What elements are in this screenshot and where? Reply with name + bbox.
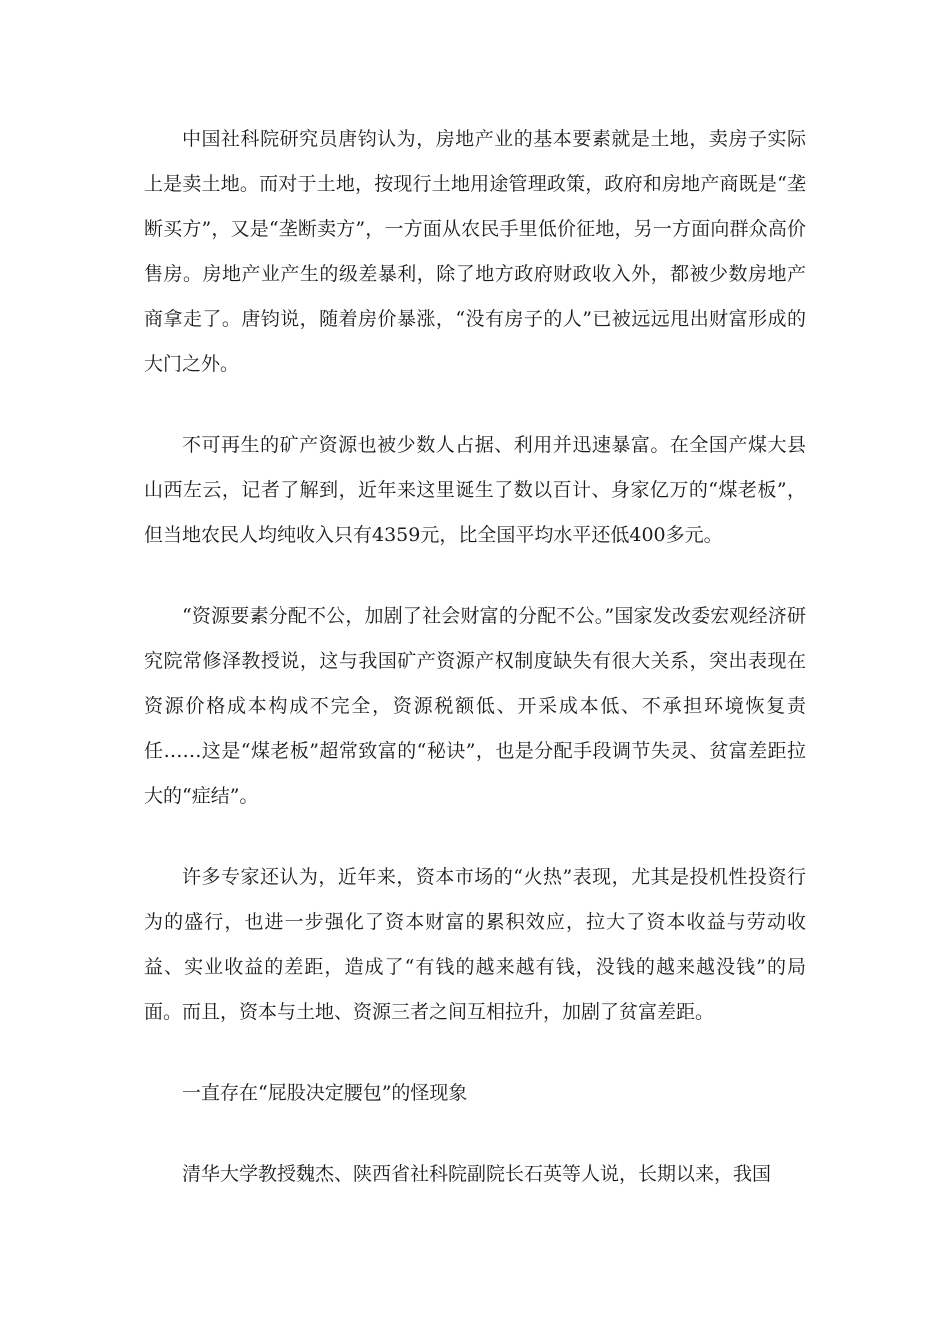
paragraph-housing-land: 中国社科院研究员唐钧认为，房地产业的基本要素就是土地，卖房子实际上是卖土地。而对于土地，按现行土地用途管理政策，政府和房地产商既是“垄断买方”，又是“垄断卖方”，一方面从农民手里低价征地，另一方面向群众高价售房。房地产业产生的级差暴利，除了地方政府财政收入外，都被少数房地产商拿走了。唐钧说，随着房价暴涨，“没有房子的人”已被远远甩出财富形成的大门之外。 [144, 128, 806, 375]
paragraph-mineral-resources: 不可再生的矿产资源也被少数人占据、利用并迅速暴富。在全国产煤大县山西左云，记者了解到，近年来这里诞生了数以百计、身家亿万的“煤老板”，但当地农民人均纯收入只有4359元，比全国平均水平还低400多元。 [144, 434, 806, 546]
paragraph-capital-market: 许多专家还认为，近年来，资本市场的“火热”表现，尤其是投机性投资行为的盛行，也进一步强化了资本财富的累积效应，拉大了资本收益与劳动收益、实业收益的差距，造成了“有钱的越来越有钱，没钱的越来越没钱”的局面。而且，资本与土地、资源三者之间互相拉升，加剧了贫富差距。 [144, 866, 806, 1023]
document-body [144, 117, 806, 1197]
paragraph-tsinghua-experts: 清华大学教授魏杰、陕西省社科院副院长石英等人说，长期以来，我国 [182, 1163, 772, 1185]
section-heading: 一直存在“屁股决定腰包”的怪现象 [182, 1082, 468, 1104]
paragraph-resource-allocation: “资源要素分配不公，加剧了社会财富的分配不公。”国家发改委宏观经济研究院常修泽教授说，这与我国矿产资源产权制度缺失有很大关系，突出表现在资源价格成本构成不完全，资源税额低、开采成本低、不承担环境恢复责任……这是“煤老板”超常致富的“秘诀”，也是分配手段调节失灵、贫富差距拉大的“症结”。 [144, 605, 806, 807]
